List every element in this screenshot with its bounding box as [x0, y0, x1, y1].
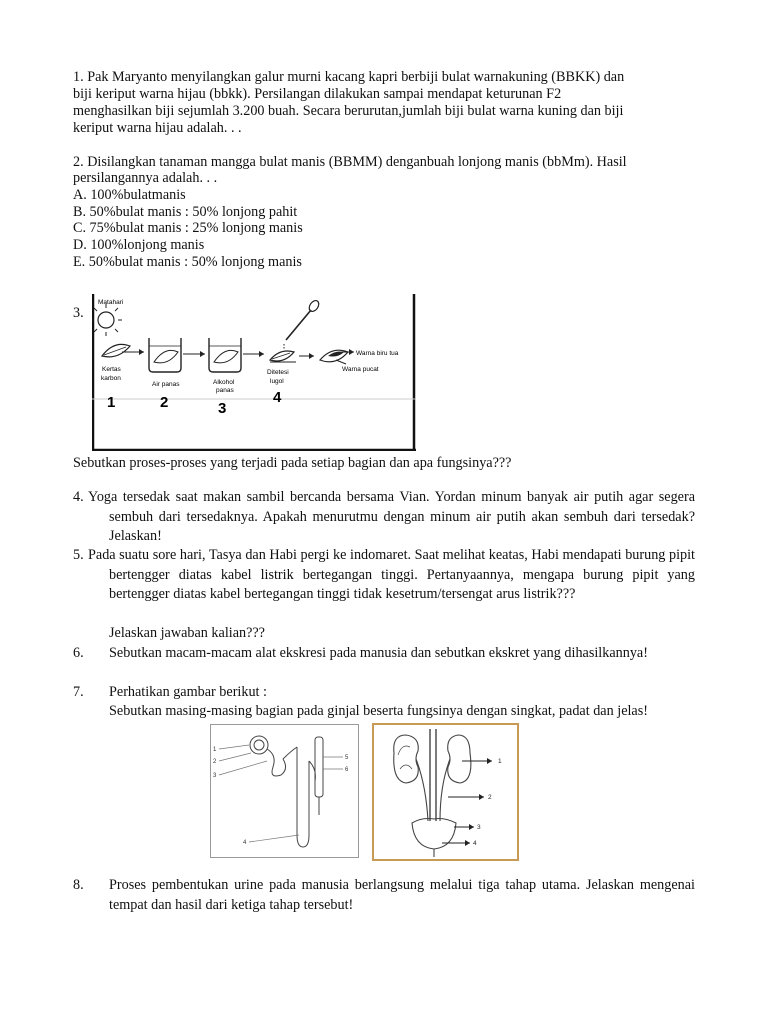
q7-text: Sebutkan masing-masing bagian pada ginjal beserta fungsinya dengan singkat, padat dan jelas!	[109, 703, 648, 719]
label-ditetesi: Ditetesi	[267, 369, 289, 376]
q2-line: 2. Disilangkan tanaman mangga bulat manis (BBMM) denganbuah lonjong manis (bbMm). Hasil	[73, 154, 627, 170]
photosynthesis-experiment-figure	[92, 294, 416, 451]
q8-text: Proses pembentukan urine pada manusia berlangsung melalui tiga tahap utama. Jelaskan mengenai tempat dan hasil dari ketiga tahap tersebut!	[109, 877, 695, 913]
label-warna-pucat: Warna pucat	[342, 366, 379, 373]
nephron-label: 4	[243, 840, 247, 846]
q6-number: 6.	[73, 645, 84, 661]
kidney-label: 4	[473, 840, 477, 847]
q4-text-body: Yoga tersedak saat makan sambil bercanda bersama Vian. Yordan minum banyak air putih agar segera sembuh dari tersedaknya. Apakah menurutmu dengan minum air putih akan sembuh dari tersedak? Jelaskan!	[88, 489, 695, 544]
label-warna-biru-tua: Warna biru tua	[356, 350, 399, 357]
q5-followup: Jelaskan jawaban kalian???	[109, 625, 265, 641]
q3-question: Sebutkan proses-proses yang terjadi pada setiap bagian dan apa fungsinya???	[73, 455, 512, 471]
q5-text	[73, 546, 695, 605]
q4-text	[73, 488, 695, 547]
nephron-label: 1	[213, 747, 217, 753]
q1-line: menghasilkan biji sejumlah 3.200 buah. Secara berurutan,jumlah biji bulat warna kuning dan biji	[73, 103, 624, 119]
nephron-figure	[210, 724, 359, 858]
nephron-label: 2	[213, 759, 217, 765]
q1-line: 1. Pak Maryanto menyilangkan galur murni kacang kapri berbiji bulat warnakuning (BBKK) dan	[73, 69, 625, 85]
nephron-label: 5	[345, 755, 349, 761]
step-number: 1	[107, 394, 116, 411]
q6-text: Sebutkan macam-macam alat ekskresi pada manusia dan sebutkan ekskret yang dihasilkannya!	[109, 645, 648, 661]
step-number: 3	[218, 400, 227, 417]
q7-intro: Perhatikan gambar berikut :	[109, 684, 267, 700]
q5-text-body: Pada suatu sore hari, Tasya dan Habi pergi ke indomaret. Saat melihat keatas, Habi mendapati burung pipit bertengger diatas kabel listrik bertegangan tinggi. Pertanyaannya, mengapa burung pipit yang bertengger diatas kabel bertegangan tinggi tidak kesetrum/tersengat arus listrik???	[88, 547, 695, 602]
nephron-label: 3	[213, 773, 217, 779]
kidney-label: 1	[498, 758, 502, 765]
q2-option: D. 100%lonjong manis	[73, 237, 205, 253]
kidney-label: 2	[488, 794, 492, 801]
step-number: 2	[160, 394, 169, 411]
label-lugol: lugol	[270, 378, 284, 385]
label-karbon: karbon	[101, 375, 121, 382]
q7-number: 7.	[73, 684, 84, 700]
label-alkohol: Alkohol	[213, 379, 235, 386]
q5-number: 5.	[73, 547, 84, 563]
label-kertas: Kertas	[102, 366, 121, 373]
q4-number: 4.	[73, 489, 84, 505]
q2-line: persilangannya adalah. . .	[73, 170, 218, 186]
kidney-label: 3	[477, 824, 481, 831]
label-air-panas: Air panas	[152, 381, 180, 388]
q2-option: B. 50%bulat manis : 50% lonjong pahit	[73, 204, 298, 220]
q1-line: keriput warna hijau adalah. . .	[73, 120, 242, 136]
sun-label: Matahari	[98, 299, 124, 306]
step-number: 4	[273, 389, 282, 406]
q8-number: 8.	[73, 877, 84, 893]
nephron-label: 6	[345, 767, 349, 773]
q2-option: C. 75%bulat manis : 25% lonjong manis	[73, 220, 303, 236]
q1-line: biji keriput warna hijau (bbkk). Persilangan dilakukan sampai mendapat keturunan F2	[73, 86, 562, 102]
q3-number: 3.	[73, 305, 84, 321]
label-panas: panas	[216, 387, 234, 394]
q2-option: A. 100%bulatmanis	[73, 187, 186, 203]
urinary-system-figure	[372, 723, 519, 861]
q2-option: E. 50%bulat manis : 50% lonjong manis	[73, 254, 302, 270]
